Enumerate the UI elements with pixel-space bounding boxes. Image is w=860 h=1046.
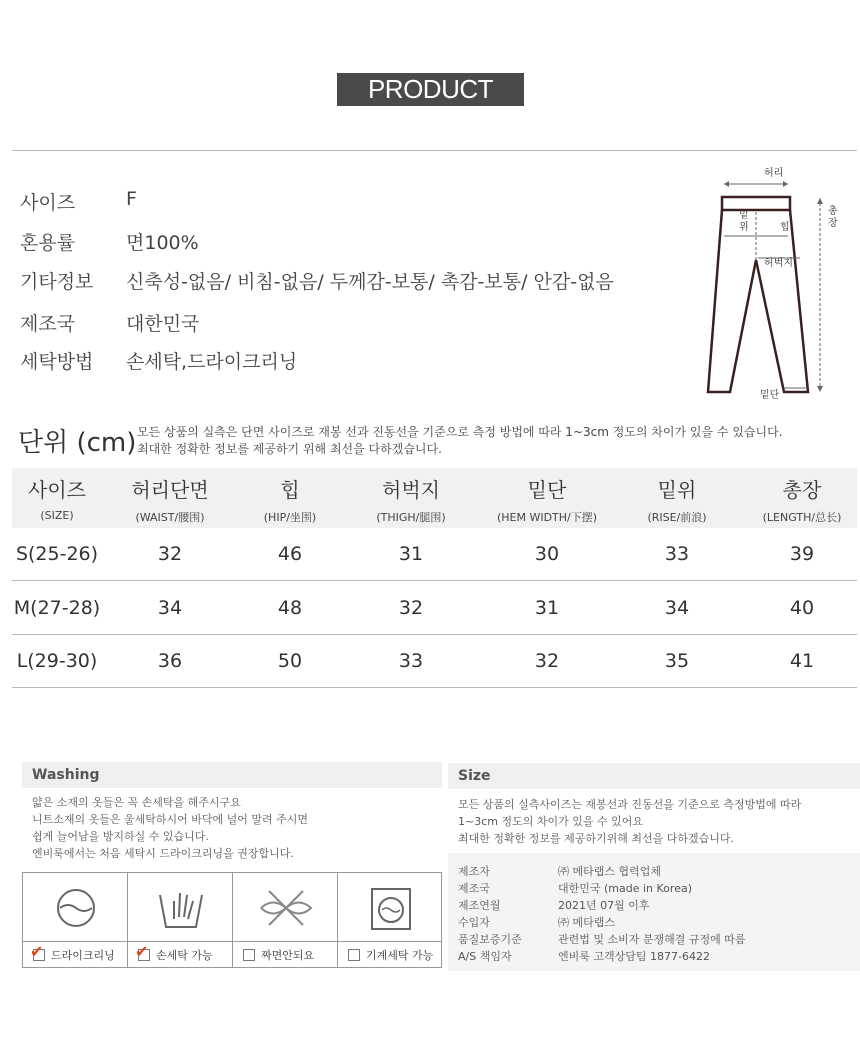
care-dryclean — [23, 873, 128, 967]
washing-title: Washing — [22, 762, 442, 788]
table-cell: 32 — [534, 650, 560, 672]
check-mark-icon: ✔ — [135, 942, 149, 961]
info-value: 손세탁,드라이크리닝 — [126, 351, 298, 373]
unit-label: 단위 (cm) — [18, 428, 137, 458]
table-cell: M(27-28) — [13, 597, 101, 619]
unit-note-line: 최대한 정확한 정보를 제공하기 위해 최선을 다하겠습니다. — [137, 442, 442, 456]
care-label: 손세탁 가능 — [156, 949, 213, 962]
table-cell: 40 — [789, 597, 815, 619]
care-no-wring — [233, 873, 338, 967]
unit-note — [137, 424, 783, 458]
table-cell: 31 — [398, 543, 424, 565]
checkbox — [243, 949, 255, 961]
col-header: 허리단면 (WAIST/腰围) — [131, 478, 209, 524]
table-cell: 33 — [398, 650, 424, 672]
info-key: 사이즈 — [20, 192, 76, 214]
table-cell: 32 — [398, 597, 424, 619]
label-hip: 힙 — [780, 222, 790, 233]
table-cell: S(25-26) — [15, 543, 99, 565]
info-value: F — [126, 188, 137, 210]
table-cell: 39 — [789, 543, 815, 565]
table-cell: 48 — [277, 597, 303, 619]
table-row — [12, 528, 857, 581]
table-cell: 32 — [157, 543, 183, 565]
care-label: 드라이크리닝 — [51, 949, 115, 962]
info-value: 면100% — [126, 232, 199, 254]
col-header: 밑단 (HEM WIDTH/下摆) — [496, 478, 598, 524]
table-cell: 41 — [789, 650, 815, 672]
label-rise: 밑위 — [739, 210, 749, 233]
hand-wash-icon — [150, 883, 212, 933]
care-label: 기계세탁 가능 — [366, 949, 434, 962]
pants-icon — [700, 160, 850, 410]
col-header: 총장 (LENGTH/总长) — [762, 478, 842, 524]
page-title: PRODUCT INFO — [337, 73, 524, 106]
info-key: 제조국 — [20, 313, 76, 335]
table-cell: 46 — [277, 543, 303, 565]
info-value: 신축성-없음/ 비침-없음/ 두께감-보통/ 촉감-보통/ 안감-없음 — [126, 271, 614, 293]
info-key: 세탁방법 — [20, 351, 94, 373]
table-cell: L(29-30) — [16, 650, 98, 672]
unit-note-line: 모든 상품의 실측은 단면 사이즈로 재봉 선과 진동선을 기준으로 측정 방법에 따라 1~3cm 정도의 차이가 있을 수 있습니다. — [137, 425, 783, 439]
table-cell: 36 — [157, 650, 183, 672]
pants-measure-diagram — [700, 160, 850, 410]
care-machine-wash — [338, 873, 443, 967]
label-length: 총장 — [828, 206, 838, 229]
table-cell: 34 — [157, 597, 183, 619]
size-panel-text: 모든 상품의 실측사이즈는 재봉선과 진동선을 기준으로 측정방법에 따라 1~3cm 정도의 차이가 있을 수 있어요 최대한 정확한 정보를 제공하기위해 최선을 다하겠습니다. — [458, 798, 802, 845]
machine-wash-icon — [360, 883, 422, 933]
table-cell: 34 — [664, 597, 690, 619]
checkbox — [348, 949, 360, 961]
col-header: 힙 (HIP/坐围) — [263, 478, 317, 524]
care-label: 짜면안되요 — [261, 949, 315, 962]
check-mark-icon: ✔ — [30, 942, 44, 961]
info-value: 대한민국 — [126, 313, 200, 335]
dry-clean-icon — [45, 883, 107, 933]
care-handwash — [128, 873, 233, 967]
table-cell: 50 — [277, 650, 303, 672]
col-header: 허벅지 (THIGH/腿围) — [376, 478, 446, 524]
label-waist: 허리 — [764, 168, 784, 179]
table-cell: 35 — [664, 650, 690, 672]
divider — [12, 150, 857, 151]
table-row — [12, 582, 857, 635]
col-header: 밑위 (RISE/前浪) — [647, 478, 707, 524]
table-cell: 30 — [534, 543, 560, 565]
size-panel-title: Size — [448, 763, 860, 789]
table-header — [12, 468, 857, 528]
label-hem: 밑단 — [760, 390, 780, 401]
product-meta: 제조자 ㈜ 메타랩스 협력업체 제조국 대한민국 (made in Korea) 제조연월 2021년 07월 이후 수입자 ㈜ 메타랩스 품질보증기준 관련법 및 소비자 분쟁해결 규정에 따름 A/S 책임자 엔비룩 고객상담팀 1877-6422 — [448, 853, 860, 971]
table-cell: 33 — [664, 543, 690, 565]
info-key: 기타정보 — [20, 271, 94, 293]
table-row — [12, 635, 857, 688]
table-cell: 31 — [534, 597, 560, 619]
col-header: 사이즈 (SIZE) — [28, 478, 86, 522]
info-key: 혼용률 — [20, 232, 76, 254]
washing-text: 얇은 소재의 옷들은 꼭 손세탁을 해주시구요 니트소재의 옷들은 울세탁하시어 바닥에 널어 말려 주시면 쉽게 늘어남을 방지하실 수 있습니다. 엔비룩에서는 처음 세탁시 드라이크리닝을 권장합니다. — [32, 796, 309, 860]
no-wring-icon — [255, 883, 317, 933]
care-symbols — [22, 872, 442, 968]
label-thigh: 허벅지 — [764, 258, 793, 269]
